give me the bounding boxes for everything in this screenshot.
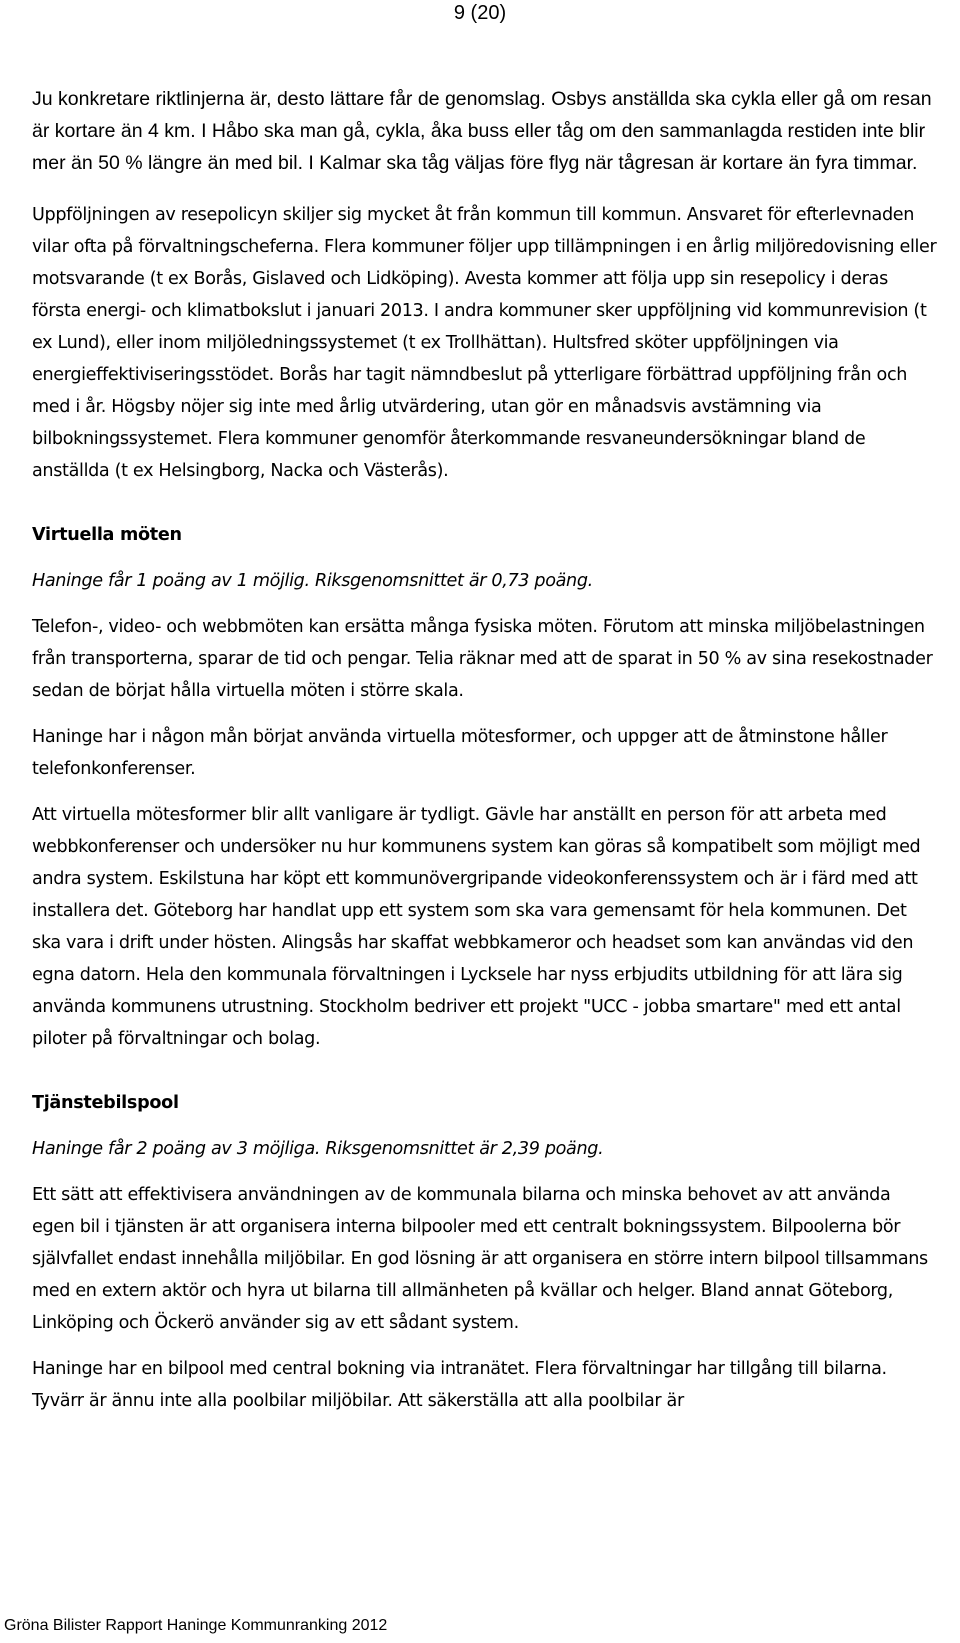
paragraph-follow-up: Uppföljningen av resepolicyn skiljer sig mycket åt från kommun till kommun. Ansvaret för efterlevnaden vilar ofta på förvaltningscheferna. Flera kommuner följer upp tillämpningen i en årlig miljöredovisning eller motsvarande (t ex Borås, Gislaved och Lidköping). Avesta kommer att följa upp sin resepolicy i deras första energi- och klimatbokslut i januari 2013. I andra kommuner sker uppföljning vid kommunrevision (t ex Lund), eller inom miljöledningssystemet (t ex Trollhättan). Hultsfred sköter uppföljningen via energieffektiviseringsstödet. Borås har tagit nämndbeslut på ytterligare förbättrad uppföljning från och med i år. Högsby nöjer sig inte med årlig utvärdering, utan gör en månadsvis avstämning via bilbokningssystemet. Flera kommuner genomför återkommande resvaneundersökningar bland de anställda (t ex Helsingborg, Nacka och Västerås). <box>32 205 937 481</box>
paragraph-virtual-1: Telefon-, video- och webbmöten kan ersätta många fysiska möten. Förutom att minska miljöbelastningen från transporterna, sparar de tid och pengar. Telia räknar med att de sparat in 50 % av sina resekostnader sedan de börjat hålla virtuella möten i större skala. <box>32 617 933 701</box>
paragraph-virtual-3: Att virtuella mötesformer blir allt vanligare är tydligt. Gävle har anställt en person för att arbeta med webbkonferenser och undersöker nu hur kommunens system kan göras så kompatibelt som möjligt med andra system. Eskilstuna har köpt ett kommunövergripande videokonferenssystem och är i färd med att installera det. Göteborg har handlat upp ett system som ska vara gemensamt för hela kommunen. Det ska vara i drift under hösten. Alingsås har skaffat webbkameror och headset som kan användas vid den egna datorn. Hela den kommunala förvaltningen i Lycksele har nyss erbjudits utbildning för att lära sig använda kommunens utrustning. Stockholm bedriver ett projekt "UCC - jobba smartare" med ett antal piloter på förvaltningar och bolag. <box>32 805 921 1049</box>
paragraph-pool-1: Ett sätt att effektivisera användningen av de kommunala bilarna och minska behovet av att använda egen bil i tjänsten är att organisera interna bilpooler med ett centralt bokningssystem. Bilpoolerna bör självfallet endast innehålla miljöbilar. En god lösning är att organisera en större intern bilpool tillsammans med en extern aktör och hyra ut bilarna till allmänheten på kvällar och helger. Bland annat Göteborg, Linköping och Öckerö använder sig av ett sådant system. <box>32 1185 928 1333</box>
document-body <box>32 83 938 1417</box>
footer: Gröna Bilister Rapport Haninge Kommunranking 2012 <box>4 1617 388 1634</box>
score-virtual-meetings: Haninge får 1 poäng av 1 möjlig. Riksgenomsnittet är 0,73 poäng. <box>32 571 593 591</box>
paragraph-virtual-2: Haninge har i någon mån börjat använda virtuella mötesformer, och uppger att de åtminstone håller telefonkonferenser. <box>32 727 888 779</box>
page-number: 9 (20) <box>453 2 507 24</box>
paragraph-pool-2: Haninge har en bilpool med central bokning via intranätet. Flera förvaltningar har tillgång till bilarna. Tyvärr är ännu inte alla poolbilar miljöbilar. Att säkerställa att alla poolbilar är <box>32 1359 887 1411</box>
section-heading-car-pool: Tjänstebilspool <box>32 1093 179 1113</box>
score-car-pool: Haninge får 2 poäng av 3 möjliga. Riksgenomsnittet är 2,39 poäng. <box>32 1139 604 1159</box>
section-heading-virtual-meetings: Virtuella möten <box>32 525 182 545</box>
paragraph-guidelines: Ju konkretare riktlinjerna är, desto lättare får de genomslag. Osbys anställda ska cykla eller gå om resan är kortare än 4 km. I Håbo ska man gå, cykla, åka buss eller tåg om den sammanlagda restiden inte blir mer än 50 % längre än med bil. I Kalmar ska tåg väljas före flyg när tågresan är kortare än fyra timmar. <box>32 88 932 174</box>
